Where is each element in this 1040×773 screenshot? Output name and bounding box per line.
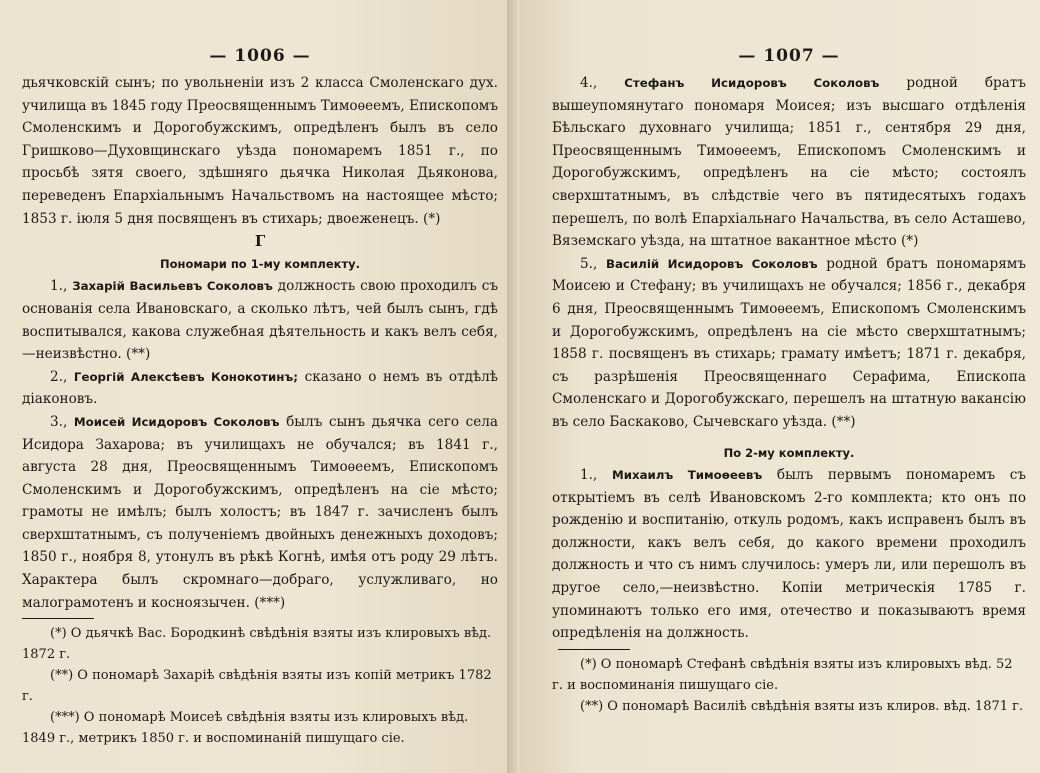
entry [22,411,498,614]
section-letter: Г [254,232,266,251]
entry-number: 3., [50,413,68,430]
entry-number: 1., [580,467,598,484]
footnote-rule [22,618,94,619]
entry-name: Моисей Исидоровъ Соколовъ [73,414,280,429]
entry-number: 4., [580,75,598,91]
section-heading: По 2-му комплекту. [723,445,855,460]
entry-name: Василій Исидоровъ Соколовъ [605,256,818,271]
paragraph: дьячковскій сынъ; по увольненіи изъ 2 класса Смоленскаго дух. училища въ 1845 году Преосвященнымъ Тимоѳеемъ, Епископомъ Смоленскимъ и Дорогобужскимъ, опредѣленъ былъ въ село Гришково—Духовщинскаго уѣзда пономаремъ 1851 г., по просьбѣ зятя своего, здѣшняго дьячка Николая Дьяконова, переведенъ Епархіальнымъ Начальствомъ на настоящее мѣсто; 1853 г. іюля 5 дня посвященъ въ стихарь; двоеженецъ. (*) [22,75,498,227]
footnote: (**) О пономарѣ Захаріѣ свѣдѣнія взяты изъ копій метрикъ 1782 г. [22,668,492,705]
entry [552,464,1026,645]
entry-text: былъ сынъ дьячка сего села Исидора Захарова; въ училищахъ не обучался; въ 1841 г., августа 28 дня, Преосвященнымъ Тимоѳеемъ, Епископомъ Смоленскимъ и Дорогобужскимъ, опредѣленъ на сіе мѣсто; грамоты не имѣлъ; былъ холостъ; въ 1847 г. зачисленъ былъ сверхштатнымъ, съ полученіемъ двойныхъ денежныхъ доходовъ; 1850 г., ноября 8, утонулъ въ рѣкѣ Когнѣ, имѣя отъ роду 29 лѣтъ. Характера былъ скромнаго—добраго, услужливаго, но малограмотенъ и косноязычен. (***) [22,413,498,611]
page-number: — 1007 — [738,46,840,66]
entry-name: Михаилъ Тимоѳеевъ [611,468,763,483]
entry [22,275,498,365]
entry-text: родной братъ вышеупомянутаго пономаря Моисея; изъ высшаго отдѣленія Бѣльскаго духовнаго училища; 1851 г., сентября 29 дня, Преосвященнымъ Тимоѳеемъ, Епископомъ Смоленскимъ и Дорогобужскимъ, опредѣленъ на сіе мѣсто; состоялъ сверхштатнымъ, въ слѣдствіе чего въ пятидесятыхъ годахъ перешелъ, по волѣ Епархіальнаго Начальства, въ село Асташево, Вяземскаго уѣзда, на штатное вакантное мѣсто (*) [552,75,1027,250]
footnote-rule [558,649,630,650]
entry-text: родной братъ пономарямъ Моисею и Стефану; въ училищахъ не обучался; 1856 г., декабря 6 дня, Преосвященнымъ Тимоѳеемъ, Епископомъ Смоленскимъ и Дорогобужскимъ, опредѣленъ на сіе мѣсто сверхштатнымъ; 1858 г. посвященъ въ стихарь; грамату имѣетъ; 1871 г. декабря, съ разрѣшенія Преосвященнаго Серафима, Епископа Смоленскаго и Дорогобужскаго, перешелъ на штатную вакансію въ село Баскаково, Сычевскаго уѣзда. (**) [552,255,1027,430]
footnote: (*) О дьячкѣ Вас. Бородкинѣ свѣдѣнія взяты изъ клировыхъ вѣд. 1872 г. [22,626,492,663]
entry-name: Георгій Алексѣевъ Конокотинъ; [73,369,298,384]
entry [552,72,1026,253]
entry [552,253,1026,434]
right-page [520,0,1040,773]
page-number: — 1006 — [209,46,311,66]
entry [22,366,498,411]
entry-number: 5., [580,255,598,272]
footnote: (**) О пономарѣ Василіѣ свѣдѣнія взяты изъ клиров. вѣд. 1871 г. [580,698,1024,714]
page-body [22,72,498,614]
entry-number: 2., [50,368,68,385]
entry-text: сказано о немъ въ отдѣлѣ діаконовъ. [22,368,498,408]
entry-text: должность свою проходилъ съ основанія села Ивановскаго, а сколько лѣтъ, чей былъ сынъ, гдѣ воспитывался, какова служебная дѣятельность и какъ велъ себя,—неизвѣстно. (**) [22,278,498,363]
entry-number: 1., [50,278,68,295]
entry-name: Захарій Васильевъ Соколовъ [72,279,273,294]
entry-text: былъ первымъ пономаремъ съ открытіемъ въ селѣ Ивановскомъ 2-го комплекта; кто онъ по рожденію и воспитанію, откуль родомъ, какъ исправенъ былъ въ должности, какъ велъ себя, до какого времени проходилъ должность и что съ нимъ случилось: умеръ ли, или перешолъ въ другое село,—неизвѣстно. Копіи метрическія 1785 г. упоминаютъ только его имя, отечество и показываютъ время опредѣленія на должность. [552,467,1027,642]
entry-name: Стефанъ Исидоровъ Соколовъ [624,76,880,90]
page-body [552,72,1026,645]
footnote: (*) О пономарѣ Стефанѣ свѣдѣнія взяты изъ клировыхъ вѣд. 52 г. и воспоминанія пишущаго сіе. [552,656,1013,693]
section-heading: Пономари по 1-му комплекту. [160,256,360,271]
book-gutter [507,0,517,773]
footnote: (***) О пономарѣ Моисеѣ свѣдѣнія взяты изъ клировыхъ вѣд. 1849 г., метрикъ 1850 г. и воспоминаній пишущаго сіе. [22,710,469,747]
footnotes [552,654,1026,717]
footnotes [22,623,498,749]
